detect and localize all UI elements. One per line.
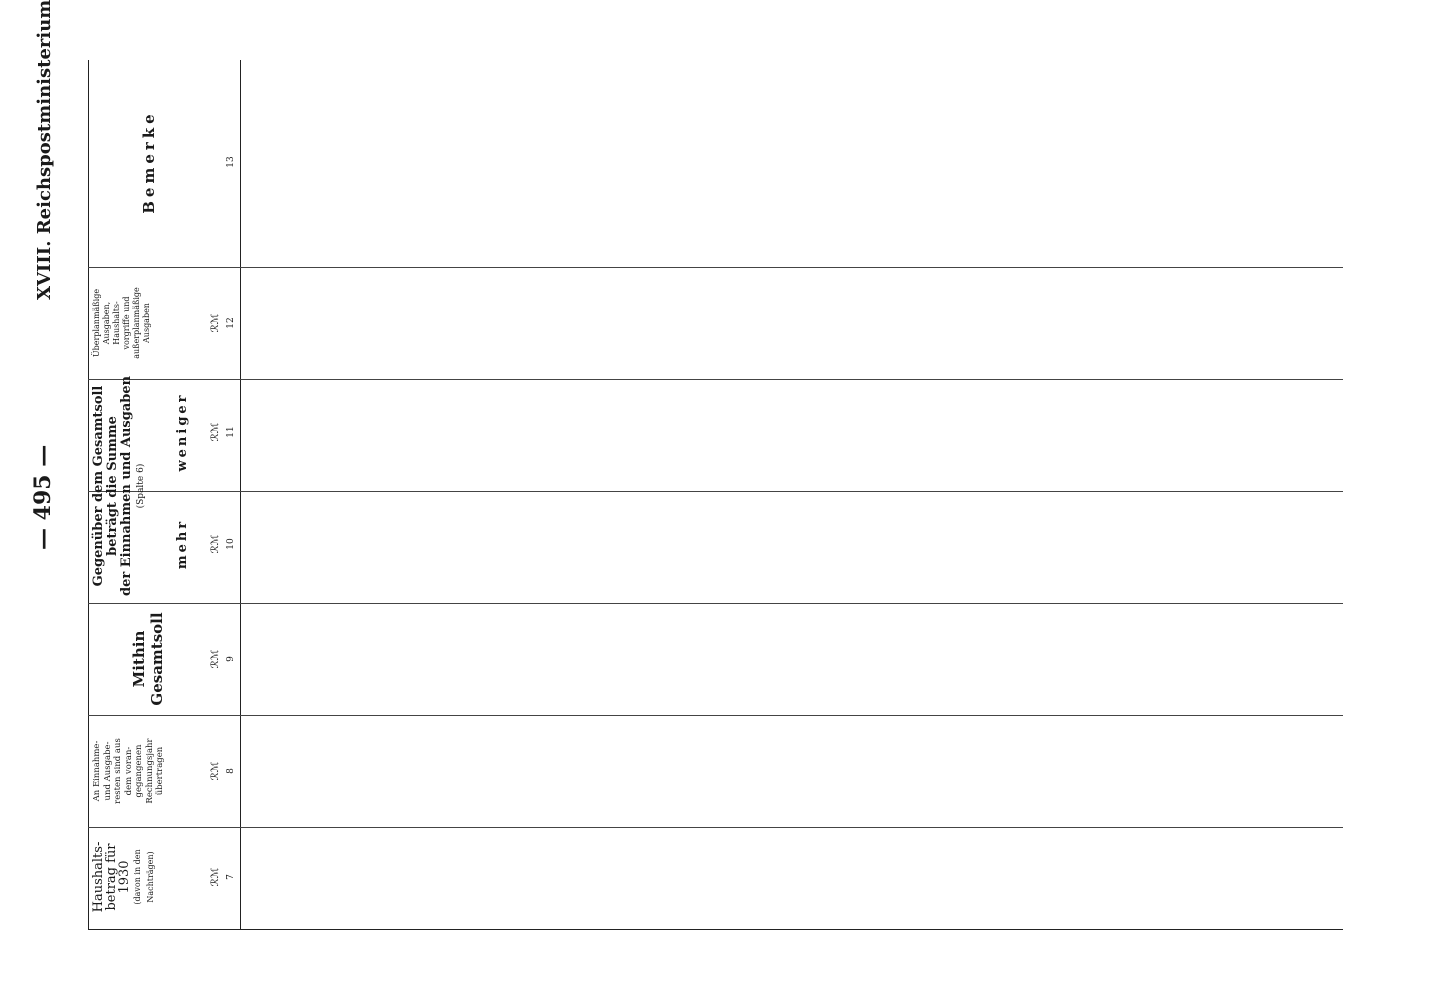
unit-col7: ℛℳ: [210, 867, 221, 887]
header-col8-line: und Ausgabe-: [102, 741, 113, 801]
header-col11: weniger: [175, 392, 190, 472]
header-col8: [92, 722, 166, 820]
col-sep-9: [88, 715, 1343, 716]
header-group-10-11: [92, 376, 148, 596]
colnum-8: 8: [226, 768, 236, 774]
unit-col12: ℛℳ: [210, 313, 221, 333]
header-group-line: Gegenüber dem Gesamtsoll: [91, 385, 106, 587]
colnum-7: 7: [226, 874, 236, 880]
header-col8-line: resten sind aus: [113, 738, 123, 804]
header-col8-line: dem voran-: [123, 746, 134, 796]
rule-top: [88, 60, 89, 930]
header-col8-line: An Einnahme-: [92, 740, 102, 802]
header-col12-line: vorgriffe und: [122, 296, 131, 350]
header-group-line: beträgt die Summe: [105, 416, 120, 556]
col-sep-11: [88, 491, 1343, 492]
header-col13: Bemerke: [140, 110, 158, 214]
header-col8-line: gegangenen: [134, 744, 144, 798]
header-col10: mehr: [175, 518, 190, 570]
unit-col9: ℛℳ: [210, 649, 221, 669]
header-col12-line: Überplanmäßige: [92, 288, 101, 358]
header-col7-line: 1930: [117, 860, 132, 894]
header-col9-line: Mithin: [130, 630, 148, 688]
unit-col10: ℛℳ: [210, 534, 221, 554]
header-col9-line: Gesamtsoll: [148, 612, 166, 706]
col-sep-8: [88, 827, 1343, 828]
header-col12-line: Haushalts-: [112, 301, 121, 345]
header-group-line: der Einnahmen und Ausgaben: [119, 375, 134, 596]
header-col7-line: (davon in den: [133, 849, 142, 905]
header-col12-line: außerplanmäßige: [132, 287, 141, 359]
col-sep-13: [88, 267, 1343, 268]
colnum-10: 10: [226, 538, 236, 550]
header-col12-line: Ausgaben: [142, 303, 151, 343]
unit-col11: ℛℳ: [210, 422, 221, 442]
col-sep-10: [88, 603, 1343, 604]
rule-header-bottom: [240, 60, 241, 930]
col-sep-12: [88, 379, 1343, 380]
colnum-9: 9: [226, 656, 236, 662]
unit-col8: ℛℳ: [210, 761, 221, 781]
section-title: XVIII. Reichspostministerium: [34, 0, 55, 300]
header-col7-line: Haushalts-: [91, 841, 106, 913]
header-col12: [92, 274, 152, 372]
col-sep-7: [88, 929, 1343, 930]
colnum-13: 13: [226, 156, 236, 168]
header-col8-line: übertragen: [155, 746, 165, 796]
page-number: — 495 —: [30, 444, 56, 550]
header-col7-line: betrag für: [104, 843, 119, 911]
colnum-11: 11: [226, 426, 236, 438]
header-col8-line: Rechnungsjahr: [144, 738, 155, 804]
header-col7-line: Nachträgen): [146, 851, 155, 903]
header-col12-line: Ausgaben,: [102, 301, 111, 345]
colnum-12: 12: [226, 317, 236, 329]
header-col7: [92, 834, 157, 920]
header-col9: [130, 610, 166, 708]
header-group-line: (Spalte 6): [136, 463, 146, 509]
